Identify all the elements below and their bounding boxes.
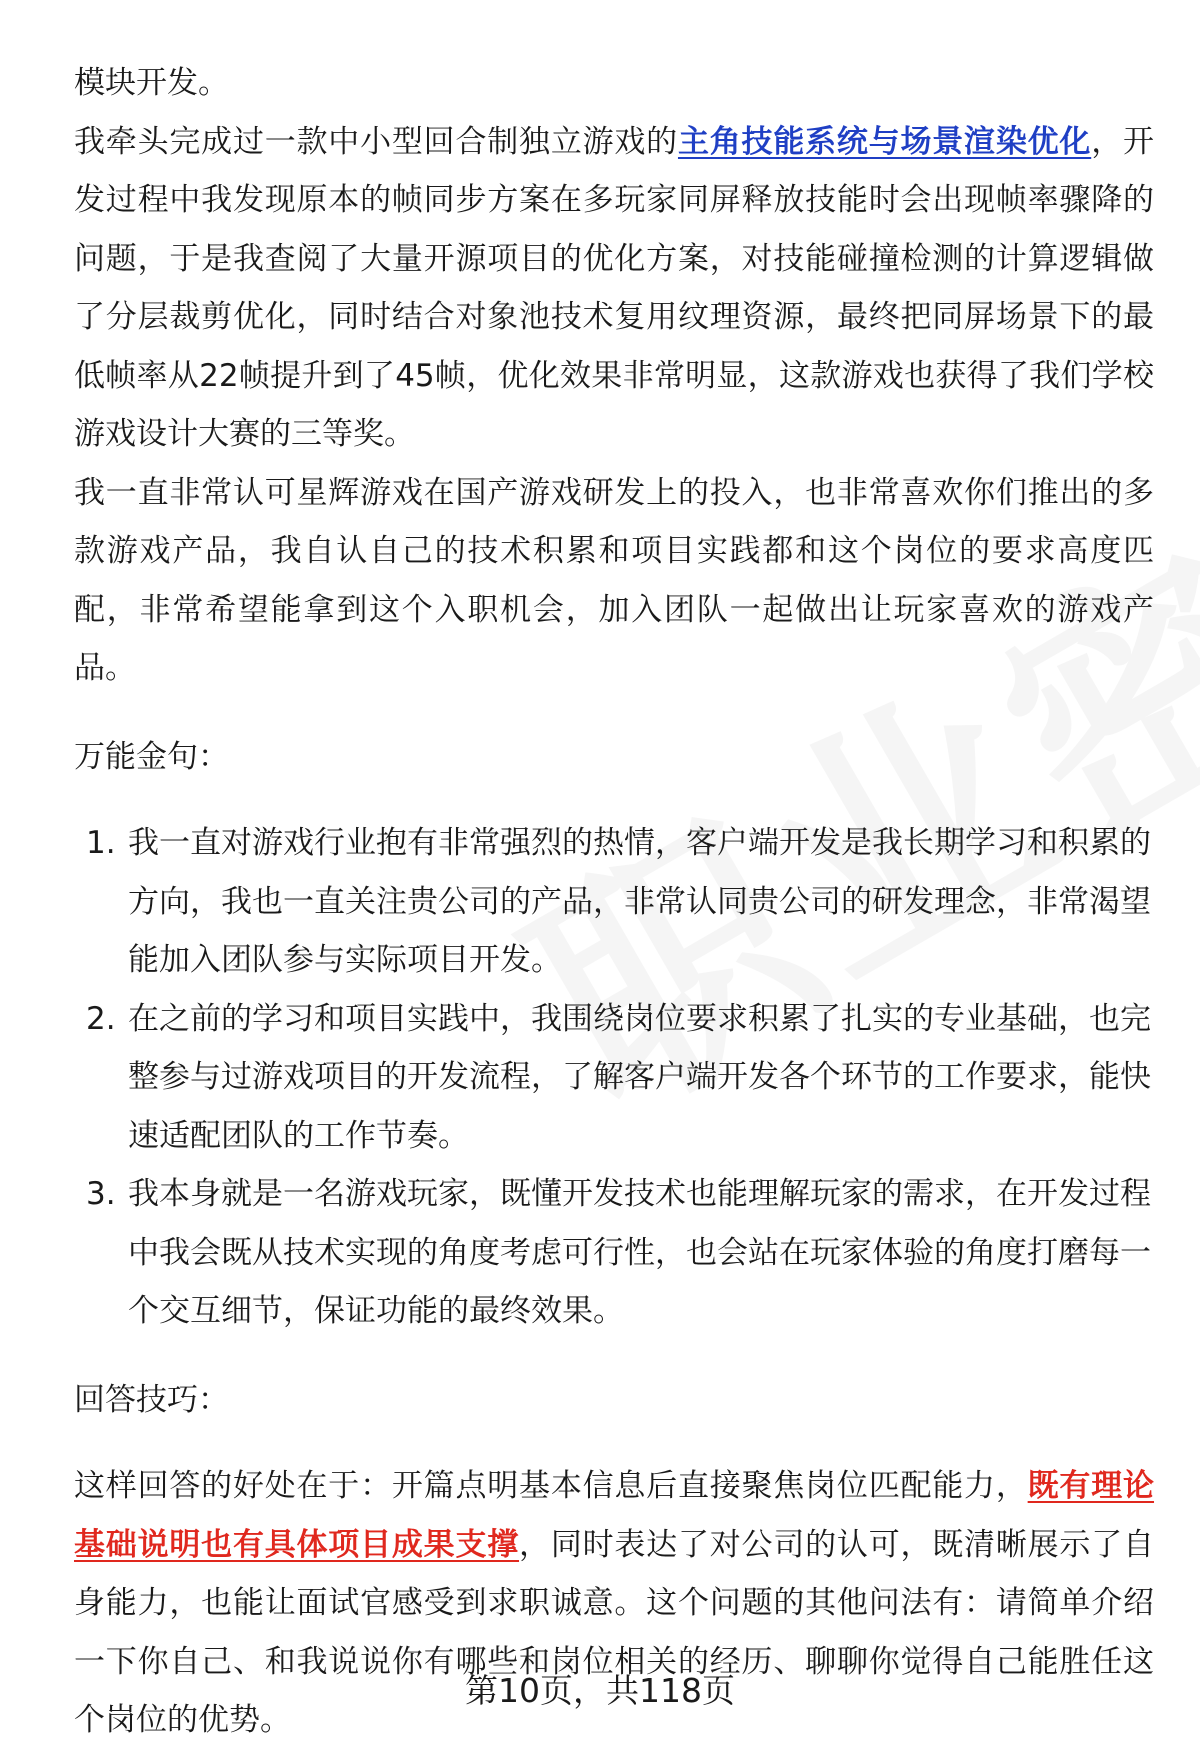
tips-text-pre: 这样回答的好处在于：开篇点明基本信息后直接聚焦岗位匹配能力，	[74, 1468, 1028, 1504]
tips-highlight: 既有理论基础说明也有具体项目成果支撑	[74, 1468, 1155, 1563]
golden-sentences-list	[74, 814, 1154, 1341]
list-item-text: 在之前的学习和项目实践中，我围绕岗位要求积累了扎实的专业基础，也完整参与过游戏项目的开发流程，了解客户端开发各个环节的工作要求，能快速适配团队的工作节奏。	[128, 1000, 1151, 1154]
paragraph-module-dev: 模块开发。	[74, 65, 229, 101]
list-item-text: 我本身就是一名游戏玩家，既懂开发技术也能理解玩家的需求，在开发过程中我会既从技术实现的角度考虑可行性，也会站在玩家体验的角度打磨每一个交互细节，保证功能的最终效果。	[128, 1176, 1151, 1329]
document-body	[74, 54, 1154, 1750]
project-text-pre: 我牵头完成过一款中小型回合制独立游戏的	[74, 123, 678, 160]
paragraph-project-experience	[74, 113, 1154, 464]
list-item-number: 3.	[86, 1176, 116, 1212]
golden-sentences-heading: 万能金句：	[74, 738, 229, 775]
list-item	[74, 990, 1154, 1166]
project-highlight: 主角技能系统与场景渲染优化	[677, 123, 1092, 160]
list-item-number: 1.	[86, 825, 116, 861]
list-item	[74, 814, 1154, 990]
tips-text-post: ，同时表达了对公司的认可，既清晰展示了自身能力，也能让面试官感受到求职诚意。这个问题的其他问法有：请简单介绍一下你自己、和我说说你有哪些和岗位相关的经历、聊聊你觉得自己能胜任这个岗位的优势。	[74, 1526, 1154, 1738]
paragraph-company-interest: 我一直非常认可星辉游戏在国产游戏研发上的投入，也非常喜欢你们推出的多款游戏产品，我自认自己的技术积累和项目实践都和这个岗位的要求高度匹配，非常希望能拿到这个入职机会，加入团队一起做出让玩家喜欢的游戏产品。	[74, 474, 1154, 686]
page-number-footer: 第10页，共118页	[465, 1671, 735, 1710]
list-item-text: 我一直对游戏行业抱有非常强烈的热情，客户端开发是我长期学习和积累的方向，我也一直关注贵公司的产品，非常认同贵公司的研发理念，非常渴望能加入团队参与实际项目开发。	[128, 825, 1151, 978]
answer-tips-heading: 回答技巧：	[74, 1381, 229, 1418]
list-item-number: 2.	[86, 1000, 116, 1037]
list-item	[74, 1165, 1154, 1341]
project-text-post: ，开发过程中我发现原本的帧同步方案在多玩家同屏释放技能时会出现帧率骤降的问题，于是我查阅了大量开源项目的优化方案，对技能碰撞检测的计算逻辑做了分层裁剪优化，同时结合对象池技术复用纹理资源，最终把同屏场景下的最低帧率从22帧提升到了45帧，优化效果非常明显，这款游戏也获得了我们学校游戏设计大赛的三等奖。	[74, 123, 1155, 452]
